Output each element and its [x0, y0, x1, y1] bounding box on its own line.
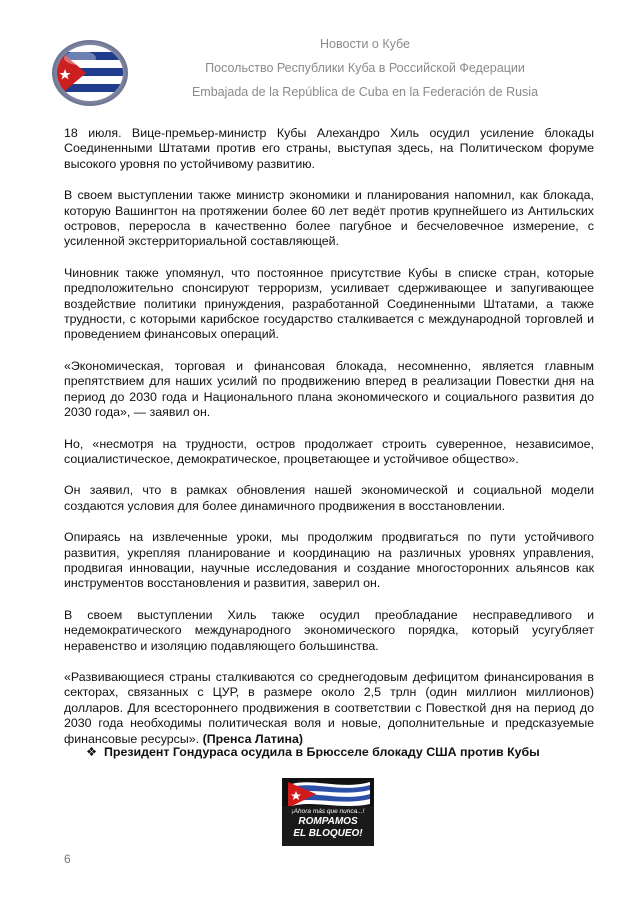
article-paragraph: 18 июля. Вице-премьер-министр Кубы Алехандро Хиль осудил усиление блокады Соединенными Штатами против его страны, выступая здесь, на Политическом форуме высокого уровня по устойчивому развитию.	[64, 126, 594, 171]
poster-slogan-sub: EL BLOQUEO!	[293, 828, 363, 839]
header-embassy-ru: Посольство Республики Куба в Российской Федерации	[205, 61, 525, 75]
article-body	[64, 126, 594, 763]
cuban-flag-sphere-icon	[50, 38, 130, 108]
next-article-heading	[86, 744, 596, 759]
article-paragraph: Он заявил, что в рамках обновления нашей экономической и социальной модели создаются условия для более динамичного продвижения в восстановлении.	[64, 483, 594, 513]
article-paragraph: В своем выступлении также министр экономики и планирования напомнил, как блокада, которую Вашингтон на протяжении более 60 лет ведёт против крупнейшего из Антильских островов, переросла в качественно более пагубное и бесчеловечное измерение, с усиленной экстерриториальной составляющей.	[64, 188, 594, 249]
poster-slogan-main: ROMPAMOS	[298, 816, 358, 827]
article-source: (Пренса Латина)	[202, 731, 303, 746]
rompamos-el-bloqueo-poster	[282, 778, 374, 846]
article-paragraph: Чиновник также упомянул, что постоянное присутствие Кубы в списке стран, которые предположительно спонсируют терроризм, усиливает сдерживающее и запугивающее воздействие политики принуждения, разработанной Соединенными Штатами, а также трудности, с которыми карибское государство сталкивается с международной торговлей и проведением финансовых операций.	[64, 265, 594, 342]
next-article-title: Президент Гондураса осудила в Брюсселе блокаду США против Кубы	[104, 745, 540, 759]
article-paragraph: Но, «несмотря на трудности, остров продолжает строить суверенное, независимое, социалистическое, демократическое, процветающее и устойчивое общество».	[64, 436, 594, 466]
article-last-paragraph	[64, 670, 594, 747]
poster-slogan: ¡Ahora más que nunca...!	[291, 808, 365, 815]
article-paragraph: Опираясь на извлеченные уроки, мы продолжим продвигаться по пути устойчивого развития, укрепляя планирование и координацию на различных уровнях управления, продвигая инновации, научные исследования и создание многосторонних альянсов как инструментов восстановления и развития, заверил он.	[64, 530, 594, 591]
article-paragraph-text: «Развивающиеся страны сталкиваются со среднегодовым дефицитом финансирования в секторах, связанных с ЦУР, в размере около 2,5 трлн (один миллион миллионов) долларов. Для всестороннего продвижения в соответствии с Повесткой дня на период до 2030 года необходимы политическая воля и новые, дополнительные и предсказуемые финансовые ресурсы».	[64, 669, 594, 746]
header-embassy-es: Embajada de la República de Cuba en la Federación de Rusia	[191, 85, 539, 99]
page-number: 6	[64, 852, 71, 866]
article-paragraph: В своем выступлении Хиль также осудил преобладание несправедливого и недемократического международного экономического порядка, который усугубляет неравенство и изоляцию подавляющего большинства.	[64, 607, 594, 653]
header-title: Новости о Кубе	[320, 37, 410, 51]
article-paragraph: «Экономическая, торговая и финансовая блокада, несомненно, является главным препятствием для наших усилий по продвижению вперед в реализации Повестки дня на период до 2030 года и Национального плана экономического и социального развития до 2030 года», — заявил он.	[64, 358, 594, 420]
diamond-bullet-icon: ❖	[86, 745, 98, 759]
